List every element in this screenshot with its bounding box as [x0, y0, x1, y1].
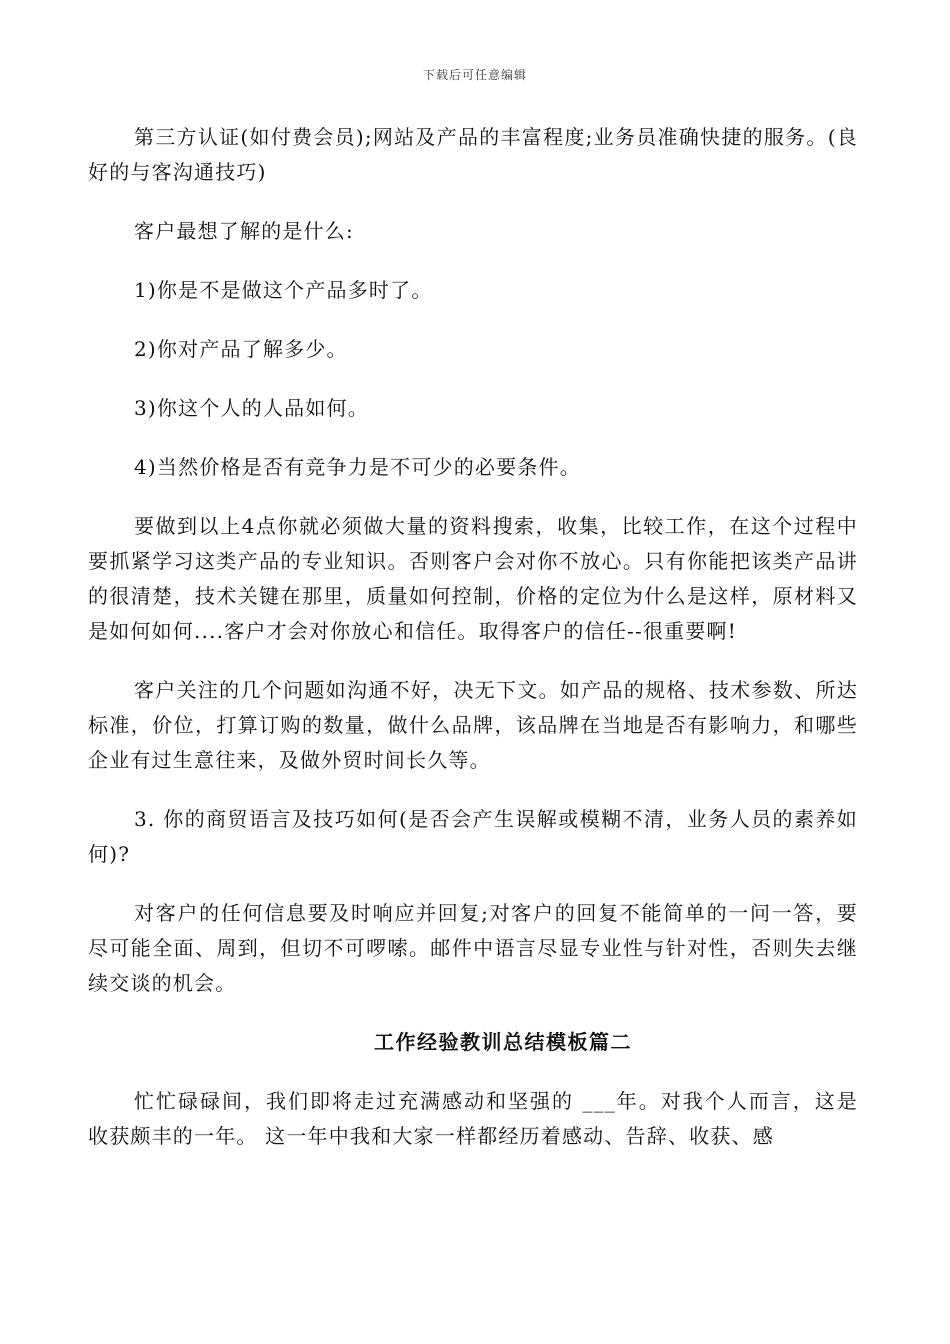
list-item-1: 1)你是不是做这个产品多时了。: [134, 278, 433, 302]
list-item-2: 2)你对产品了解多少。: [134, 337, 348, 361]
list-item-4: 4)当然价格是否有竞争力是不可少的必要条件。: [134, 455, 581, 479]
paragraph-closing: 忙忙碌碌间，我们即将走过充满感动和坚强的 ___年。对我个人而言，这是 收获颇丰的一年。 这一年中我和大家一样都经历着感动、告辞、收获、感: [88, 1089, 858, 1148]
section-title: 工作经验教训总结模板篇二: [374, 1030, 632, 1054]
paragraph-concerns: 客户关注的几个问题如沟通不好，决无下文。如产品的规格、技术参数、所达标准，价位，打算订购的数量，做什么品牌，该品牌在当地是否有影响力，和哪些企业有过生意往来，及做外贸时间长久等。: [88, 678, 858, 772]
paragraph-customer-wants: 客户最想了解的是什么:: [134, 219, 354, 243]
paragraph-research: 要做到以上4点你就必须做大量的资料搜索，收集，比较工作，在这个过程中要抓紧学习这类产品的专业知识。否则客户会对你不放心。只有你能把该类产品讲的很清楚，技术关键在那里，质量如何控制，价格的定位为什么是这样，原材料又是如何如何....客户才会对你放心和信任。取得客户的信任--很重要啊!: [88, 514, 858, 643]
page-header: 下载后可任意编辑: [422, 68, 527, 82]
paragraph-reply: 对客户的任何信息要及时响应并回复;对客户的回复不能简单的一问一答，要尽可能全面、周到，但切不可啰嗦。邮件中语言尽显专业性与针对性，否则失去继续交谈的机会。: [88, 901, 858, 995]
paragraph-certification: 第三方认证(如付费会员);网站及产品的丰富程度;业务员准确快捷的服务。(良好的与客沟通技巧): [88, 125, 858, 184]
paragraph-language-skills: 3. 你的商贸语言及技巧如何(是否会产生误解或模糊不清，业务人员的素养如何)?: [88, 807, 858, 866]
list-item-3: 3)你这个人的人品如何。: [134, 396, 369, 420]
document-body: [88, 120, 858, 1154]
